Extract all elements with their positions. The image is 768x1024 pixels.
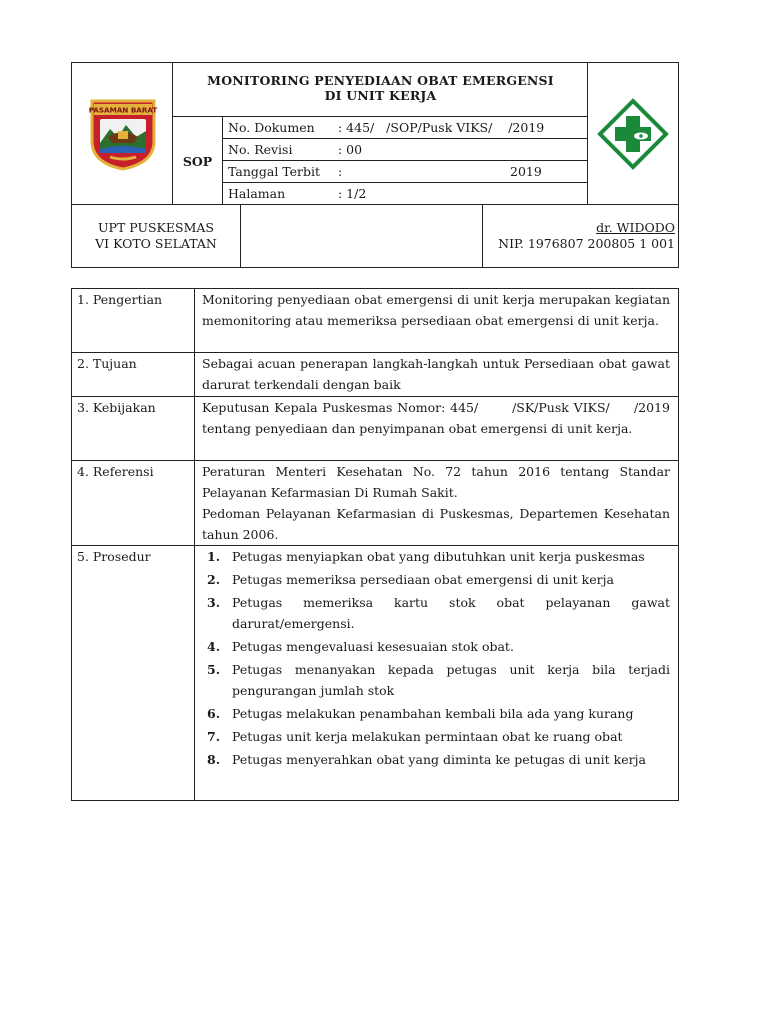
step-text: Petugas memeriksa kartu stok obat pelayanan gawat darurat/emergensi. — [232, 595, 670, 631]
procedure-step — [202, 726, 670, 747]
step-number: 5. — [207, 662, 221, 677]
step-number: 4. — [207, 639, 221, 654]
meta-key: No. Dokumen — [228, 120, 315, 135]
meta-year: 2019 — [510, 164, 542, 179]
procedure-steps — [202, 546, 670, 770]
procedure-step — [202, 546, 670, 567]
signer-nip: NIP. 1976807 200805 1 001 — [498, 236, 675, 251]
title-line-1: MONITORING PENYEDIAAN OBAT EMERGENSI — [207, 73, 554, 88]
meta-value: : 445/ /SOP/Pusk VIKS/ /2019 — [338, 120, 545, 135]
logo-banner-text: PASAMAN BARAT — [88, 105, 157, 115]
section-text-pengertian — [202, 289, 670, 331]
step-text: Petugas melakukan penambahan kembali bila ada yang kurang — [232, 706, 634, 721]
step-number: 8. — [207, 752, 221, 767]
signer-name: dr. WIDODO — [596, 220, 675, 235]
step-number: 7. — [207, 729, 221, 744]
meta-row-issue-date — [228, 161, 582, 182]
paragraph: Keputusan Kepala Puskesmas Nomor: 445/ /SK/Pusk VIKS/ /2019 tentang penyediaan dan penyimpanan obat emergensi di unit kerja. — [202, 400, 674, 436]
procedure-step — [202, 636, 670, 657]
upt-line-1: UPT PUSKESMAS — [98, 220, 214, 235]
step-text: Petugas menyiapkan obat yang dibutuhkan unit kerja puskesmas — [232, 549, 645, 564]
step-number: 6. — [207, 706, 221, 721]
upt-line-2: VI KOTO SELATAN — [95, 236, 217, 251]
section-label-prosedur: 5. Prosedur — [77, 549, 151, 564]
sop-label: SOP — [182, 153, 213, 169]
paragraph: Peraturan Menteri Kesehatan No. 72 tahun 2016 tentang Standar Pelayanan Kefarmasian Di Rumah Sakit. — [202, 464, 670, 500]
divider — [240, 205, 241, 267]
puskesmas-cross-icon — [597, 98, 669, 170]
signature-block — [482, 205, 678, 267]
meta-row-page — [228, 183, 582, 204]
section-text-kebijakan — [202, 397, 674, 439]
paragraph: Pedoman Pelayanan Kefarmasian di Puskesmas, Departemen Kesehatan tahun 2006. — [202, 506, 670, 542]
step-text: Petugas memeriksa persediaan obat emergensi di unit kerja — [232, 572, 614, 587]
step-text: Petugas unit kerja melakukan permintaan obat ke ruang obat — [232, 729, 623, 744]
meta-value: : 00 — [338, 142, 363, 157]
paragraph: Sebagai acuan penerapan langkah-langkah untuk Persediaan obat gawat darurat terkendali dengan baik — [202, 356, 670, 392]
meta-row-document-number — [228, 117, 582, 138]
meta-row-revision — [228, 139, 582, 160]
sop-header — [71, 62, 679, 268]
section-label-referensi: 4. Referensi — [77, 464, 154, 479]
procedure-step — [202, 592, 670, 634]
step-text: Petugas menanyakan kepada petugas unit kerja bila terjadi pengurangan jumlah stok — [232, 662, 670, 698]
procedure-step — [202, 569, 670, 590]
step-number: 2. — [207, 572, 221, 587]
section-text-tujuan — [202, 353, 670, 395]
procedure-step — [202, 703, 670, 724]
section-label-kebijakan: 3. Kebijakan — [77, 400, 156, 415]
meta-key: No. Revisi — [228, 142, 293, 157]
step-text: Petugas mengevaluasi kesesuaian stok obat. — [232, 639, 514, 654]
meta-value: : — [338, 164, 343, 179]
paragraph: Monitoring penyediaan obat emergensi di unit kerja merupakan kegiatan memonitoring atau memeriksa persediaan obat emergensi di unit kerja. — [202, 292, 670, 328]
logo-cell — [72, 63, 173, 205]
section-label-pengertian: 1. Pengertian — [77, 292, 163, 307]
puskesmas-name — [72, 205, 240, 267]
document-title — [173, 73, 588, 103]
section-text-referensi — [202, 461, 670, 545]
step-text: Petugas menyerahkan obat yang diminta ke petugas di unit kerja — [232, 752, 646, 767]
procedure-step — [202, 659, 670, 701]
meta-key: Halaman — [228, 186, 286, 201]
pasaman-barat-logo — [88, 97, 158, 171]
procedure-step — [202, 749, 670, 770]
meta-value: : 1/2 — [338, 186, 367, 201]
step-number: 1. — [207, 549, 221, 564]
section-label-tujuan: 2. Tujuan — [77, 356, 137, 371]
cross-cell — [588, 63, 678, 205]
step-number: 3. — [207, 595, 221, 610]
title-line-2: DI UNIT KERJA — [324, 88, 437, 103]
sop-body-table — [71, 288, 679, 801]
meta-key: Tanggal Terbit — [228, 164, 321, 179]
